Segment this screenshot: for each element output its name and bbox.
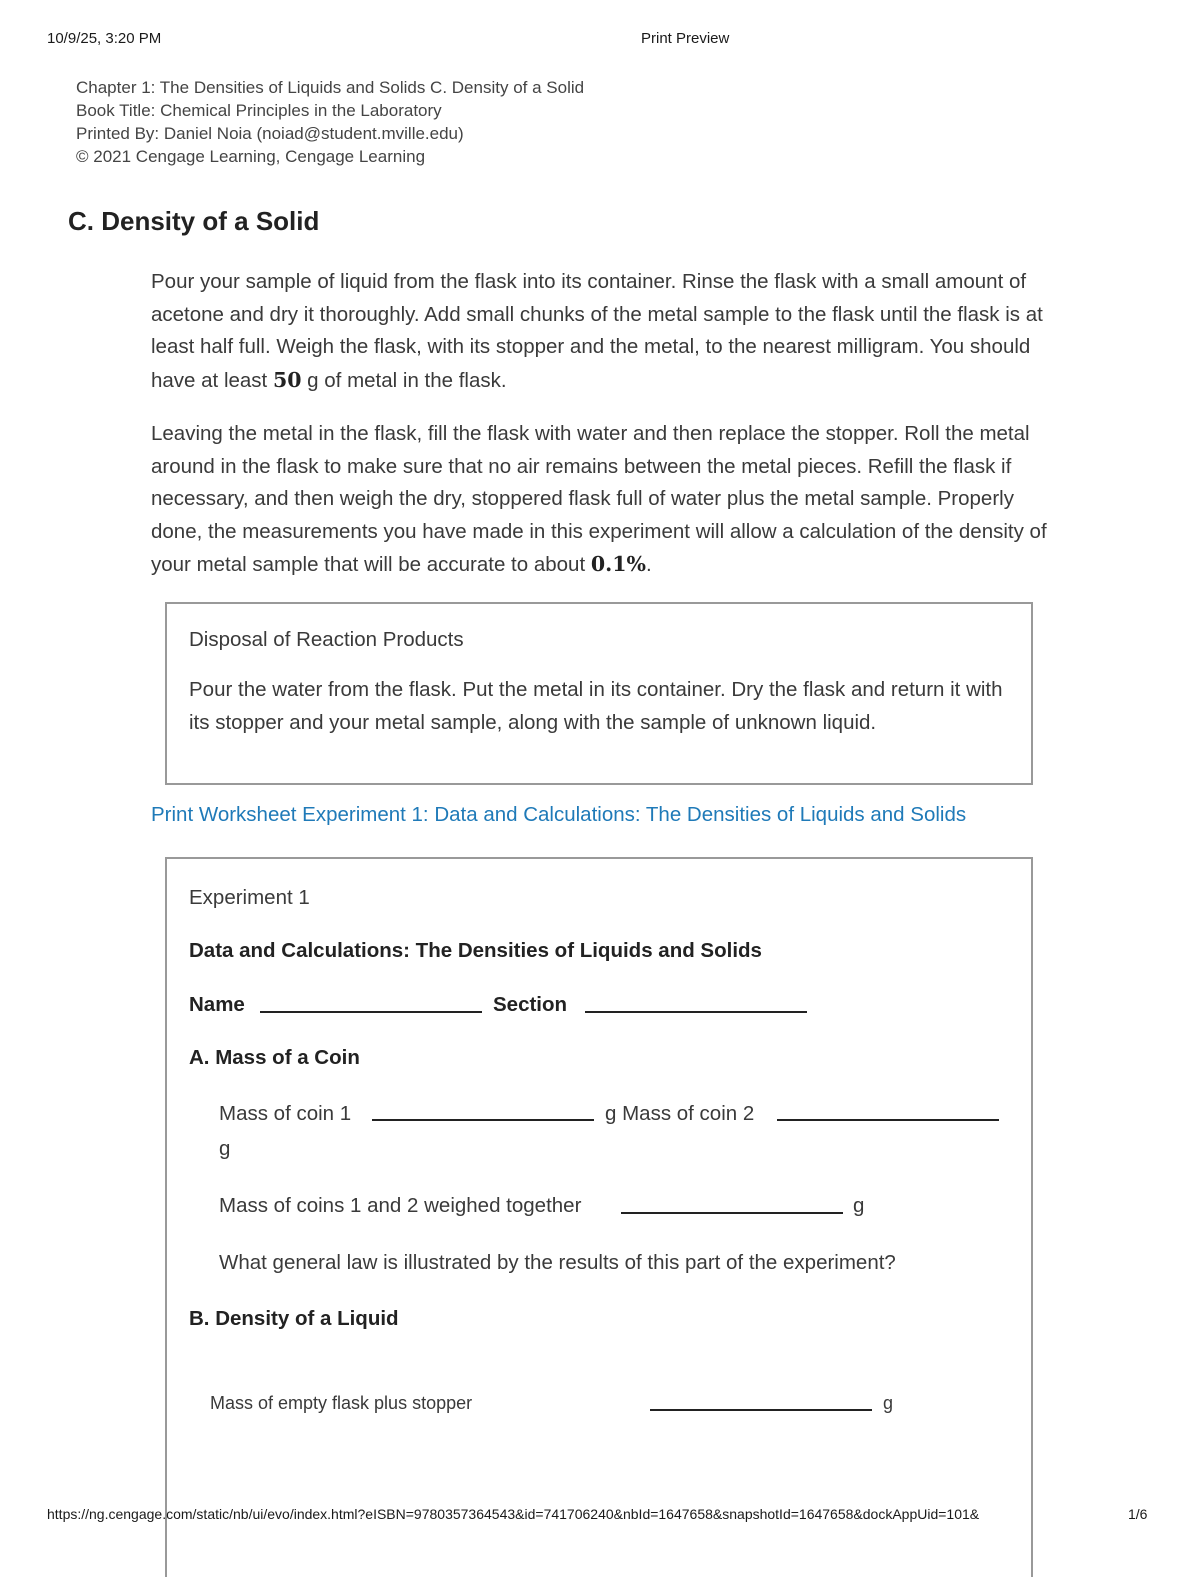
empty-flask-blank[interactable]	[650, 1408, 872, 1411]
instruction-paragraph-1	[151, 266, 1051, 397]
book-title-line: Book Title: Chemical Principles in the Laboratory	[76, 101, 442, 120]
printed-by-line: Printed By: Daniel Noia (noiad@student.mville.edu)	[76, 124, 464, 143]
print-worksheet-link[interactable]: Print Worksheet Experiment 1: Data and Calculations: The Densities of Liquids and Solids	[151, 803, 967, 826]
general-law-question: What general law is illustrated by the results of this part of the experiment?	[219, 1251, 896, 1274]
coins-together-blank[interactable]	[621, 1211, 843, 1214]
coin-1-blank[interactable]	[372, 1118, 594, 1121]
coins-together-unit: g	[853, 1194, 865, 1217]
experiment-label: Experiment 1	[189, 886, 310, 909]
coins-together-label: Mass of coins 1 and 2 weighed together	[219, 1194, 582, 1217]
page-url: https://ng.cengage.com/static/nb/ui/evo/index.html?eISBN=9780357364543&id=741706240&nbId=1647658&snapshotId=1647658&dockAppUid=101&	[47, 1506, 980, 1522]
empty-flask-label: Mass of empty flask plus stopper	[210, 1393, 473, 1413]
disposal-box	[165, 602, 1033, 785]
part-b-heading: B. Density of a Liquid	[189, 1307, 399, 1330]
paragraph-2-end: .	[646, 553, 652, 576]
chapter-line: Chapter 1: The Densities of Liquids and Solids C. Density of a Solid	[76, 78, 585, 97]
document-meta	[76, 76, 584, 168]
copyright-line: © 2021 Cengage Learning, Cengage Learning	[76, 147, 426, 166]
section-title: C. Density of a Solid	[68, 206, 320, 236]
coin-1-label: Mass of coin 1	[219, 1102, 352, 1125]
coin-2-label: g Mass of coin 2	[605, 1102, 755, 1125]
paragraph-2-text: Leaving the metal in the flask, fill the flask with water and then replace the stopper. Roll the metal around in the flask to make sure that no air remains between the metal pieces. Refill the flask if necessary, and then weigh the dry, stoppered flask full of water plus the metal sample. Properly done, the measurements you have made in this experiment will allow a calculation of the density of your metal sample that will be accurate to about	[151, 422, 1047, 576]
worksheet-title: Data and Calculations: The Densities of Liquids and Solids	[189, 939, 762, 962]
name-label: Name	[189, 993, 245, 1016]
accuracy-value: 0.1%	[590, 552, 646, 576]
coin-2-blank[interactable]	[777, 1118, 999, 1121]
part-a-heading: A. Mass of a Coin	[189, 1046, 360, 1069]
worksheet-box	[165, 857, 1033, 1577]
print-preview-title: Print Preview	[641, 30, 730, 47]
name-blank[interactable]	[260, 1010, 482, 1013]
disposal-text: Pour the water from the flask. Put the metal in its container. Dry the flask and return it with its stopper and your metal sample, along with the sample of unknown liquid.	[189, 678, 1003, 734]
instruction-paragraph-2	[151, 418, 1051, 582]
paragraph-1-text: Pour your sample of liquid from the flask into its container. Rinse the flask with a small amount of acetone and dry it thoroughly. Add small chunks of the metal sample to the flask until the flask is at least half full. Weigh the flask, with its stopper and the metal, to the nearest milligram. You should have at least	[151, 270, 1043, 392]
coin-2-unit: g	[219, 1137, 231, 1160]
section-blank[interactable]	[585, 1010, 807, 1013]
disposal-heading: Disposal of Reaction Products	[189, 628, 464, 651]
metal-mass-value: 50	[272, 367, 302, 392]
paragraph-1-end: g of metal in the flask.	[301, 368, 507, 392]
print-datetime: 10/9/25, 3:20 PM	[47, 30, 162, 47]
empty-flask-unit: g	[883, 1393, 894, 1413]
page-number: 1/6	[1128, 1506, 1148, 1522]
section-label: Section	[493, 993, 568, 1016]
